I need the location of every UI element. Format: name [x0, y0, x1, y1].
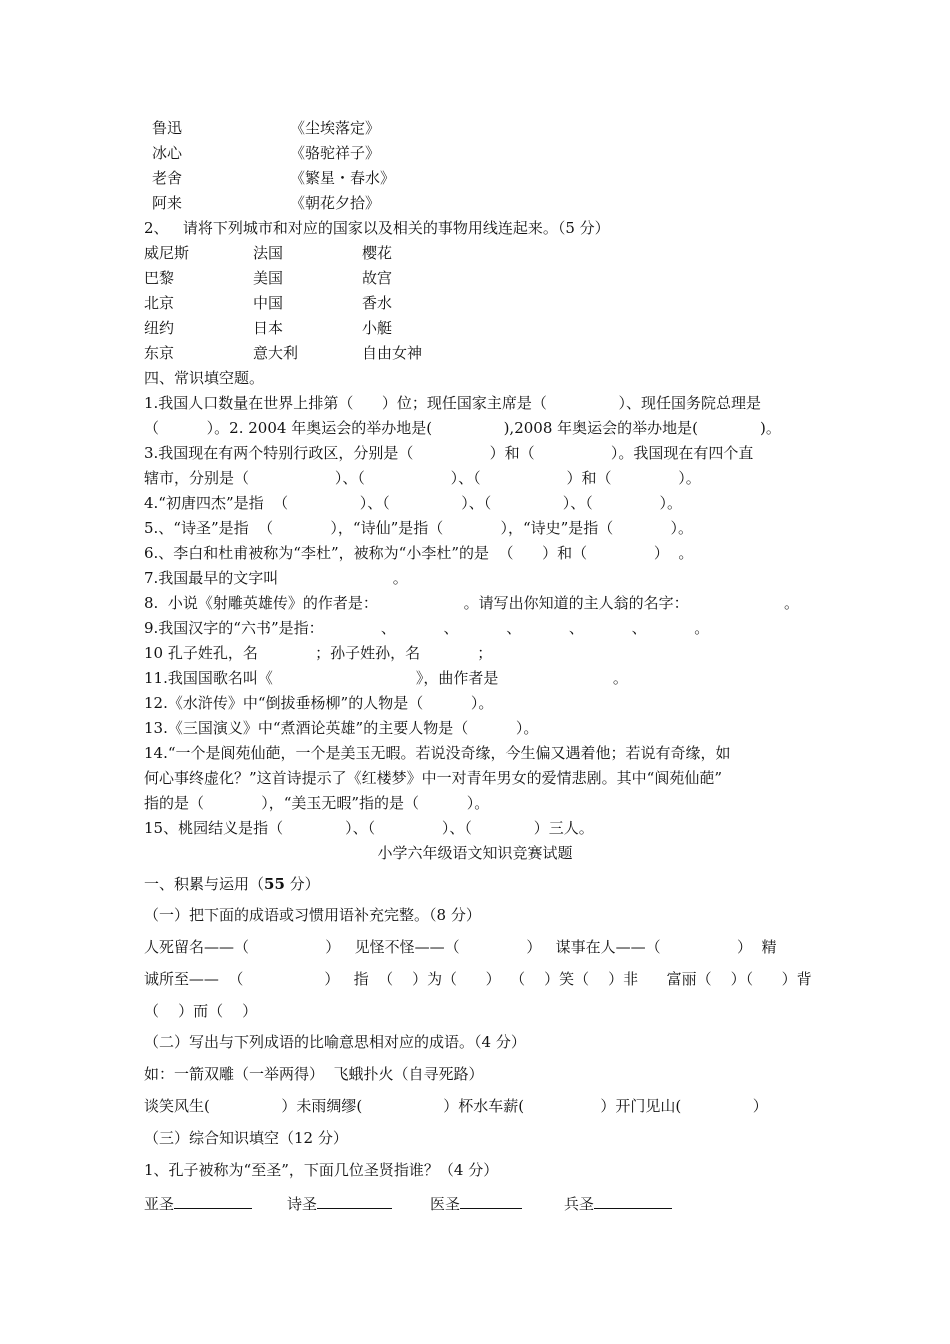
match-city-4: 纽约: [144, 319, 175, 337]
fill-line-9: 8. 小说《射雕英雄传》的作者是： 。请写出你知道的主人翁的名字： 。: [144, 594, 800, 612]
sage-3: [430, 1192, 522, 1214]
question-sage: 1、孔子被称为“至圣”，下面几位圣贤指谁？（4 分）: [144, 1161, 499, 1179]
part-1-score: 55: [264, 875, 285, 893]
part-1-prefix: 一、积累与运用（: [144, 875, 265, 893]
match-country-5: 意大利: [253, 344, 299, 362]
match-work-3: 《繁星・春水》: [290, 169, 396, 187]
match-work-1: 《尘埃落定》: [290, 119, 381, 137]
match-work-4: 《朝花夕拾》: [290, 194, 381, 212]
sub-2-title: （二）写出与下列成语的比喻意思相对应的成语。（4 分）: [144, 1033, 526, 1051]
match-author-4: 阿来: [152, 194, 183, 212]
match-country-2: 美国: [253, 269, 284, 287]
fill-line-15: 14.“一个是阆苑仙葩，一个是美玉无暇。若说没奇缘，今生偏又遇着他；若说有奇缘，如: [144, 744, 731, 762]
fill-line-7: 6.、李白和杜甫被称为“李杜”，被称为“小李杜”的是 （ ）和（ ） 。: [144, 544, 694, 562]
match-city-5: 东京: [144, 344, 175, 362]
fill-line-4: 辖市，分别是（ ）、（ ）、（ ）和（ ）。: [144, 469, 701, 487]
fill-line-8: 7.我国最早的文字叫 。: [144, 569, 408, 587]
sage-4-blank[interactable]: [594, 1192, 672, 1209]
fill-line-12: 11.我国国歌名叫《 》，曲作者是 。: [144, 669, 628, 687]
fill-line-18: 15、桃园结义是指（ ）、（ ）、（ ）三人。: [144, 819, 594, 837]
match-thing-2: 故宫: [362, 269, 393, 287]
idiom-line-3: （ ）而（ ）: [144, 1002, 258, 1020]
fill-line-11: 10 孔子姓孔，名 ；孙子姓孙，名 ；: [144, 644, 493, 662]
match-country-1: 法国: [253, 244, 284, 262]
fill-line-1: 1.我国人口数量在世界上排第（ ）位；现任国家主席是（ ）、现任国务院总理是: [144, 394, 761, 412]
match-city-3: 北京: [144, 294, 175, 312]
fill-line-10: 9.我国汉字的“六书”是指： 、 、 、 、 、 。: [144, 619, 710, 637]
question-2-title: 2、 请将下列城市和对应的国家以及相关的事物用线连起来。（5 分）: [144, 219, 610, 237]
sage-3-blank[interactable]: [460, 1192, 522, 1209]
sage-2: [287, 1192, 392, 1214]
sub-3-title: （三）综合知识填空（12 分）: [144, 1129, 348, 1147]
fill-line-5: 4.“初唐四杰”是指 （ ）、（ ）、（ ）、（ ）。: [144, 494, 683, 512]
match-city-1: 威尼斯: [144, 244, 190, 262]
sage-4: [564, 1192, 672, 1214]
fill-line-2: （ ）。2. 2004 年奥运会的举办地是( ),2008 年奥运会的举办地是( )。: [144, 419, 781, 437]
sage-3-label: 医圣: [430, 1195, 461, 1213]
sage-1-blank[interactable]: [174, 1192, 252, 1209]
fill-line-6: 5.、“诗圣”是指 （ ），“诗仙”是指（ ），“诗史”是指（ ）。: [144, 519, 694, 537]
sage-2-label: 诗圣: [287, 1195, 318, 1213]
sage-2-blank[interactable]: [317, 1192, 392, 1209]
sub-1-title: （一）把下面的成语或习惯用语补充完整。（8 分）: [144, 906, 481, 924]
fill-line-13: 12.《水浒传》中“倒拔垂杨柳”的人物是（ ）。: [144, 694, 494, 712]
match-author-1: 鲁迅: [152, 119, 183, 137]
exam-title: 小学六年级语文知识竞赛试题: [377, 844, 573, 862]
match-thing-3: 香水: [362, 294, 393, 312]
part-1-suffix: 分）: [284, 875, 320, 893]
match-country-4: 日本: [253, 319, 284, 337]
match-city-2: 巴黎: [144, 269, 175, 287]
idiom-line-1: 人死留名——（ ） 见怪不怪——（ ） 谋事在人——（ ） 精: [144, 938, 777, 956]
idiom-line-2: 诚所至—— （ ） 指 （ ）为（ ） （ ）笑（ ）非 富丽（ ）（ ）背: [144, 970, 812, 988]
sage-1: [144, 1192, 252, 1214]
match-country-3: 中国: [253, 294, 284, 312]
part-1-title: [144, 874, 320, 894]
sage-1-label: 亚圣: [144, 1195, 175, 1213]
fill-line-14: 13.《三国演义》中“煮酒论英雄”的主要人物是（ ）。: [144, 719, 539, 737]
fill-line-16: 何心事终虚化？”这首诗提示了《红楼梦》中一对青年男女的爱情悲剧。其中“阆苑仙葩”: [144, 769, 723, 787]
match-thing-1: 樱花: [362, 244, 393, 262]
fill-line-17: 指的是（ ），“美玉无暇”指的是（ ）。: [144, 794, 490, 812]
metaphor-line: 谈笑风生( ）未雨绸缪( ）杯水车薪( ）开门见山( ）: [144, 1097, 768, 1115]
match-author-2: 冰心: [152, 144, 183, 162]
match-work-2: 《骆驼祥子》: [290, 144, 381, 162]
fill-line-3: 3.我国现在有两个特别行政区，分别是（ ）和（ ）。我国现在有四个直: [144, 444, 754, 462]
match-thing-4: 小艇: [362, 319, 393, 337]
match-thing-5: 自由女神: [362, 344, 423, 362]
example-line: 如：一箭双雕（一举两得） 飞蛾扑火（自寻死路）: [144, 1065, 484, 1083]
sage-4-label: 兵圣: [564, 1195, 595, 1213]
section-4-title: 四、常识填空题。: [144, 369, 265, 387]
match-author-3: 老舍: [152, 169, 183, 187]
